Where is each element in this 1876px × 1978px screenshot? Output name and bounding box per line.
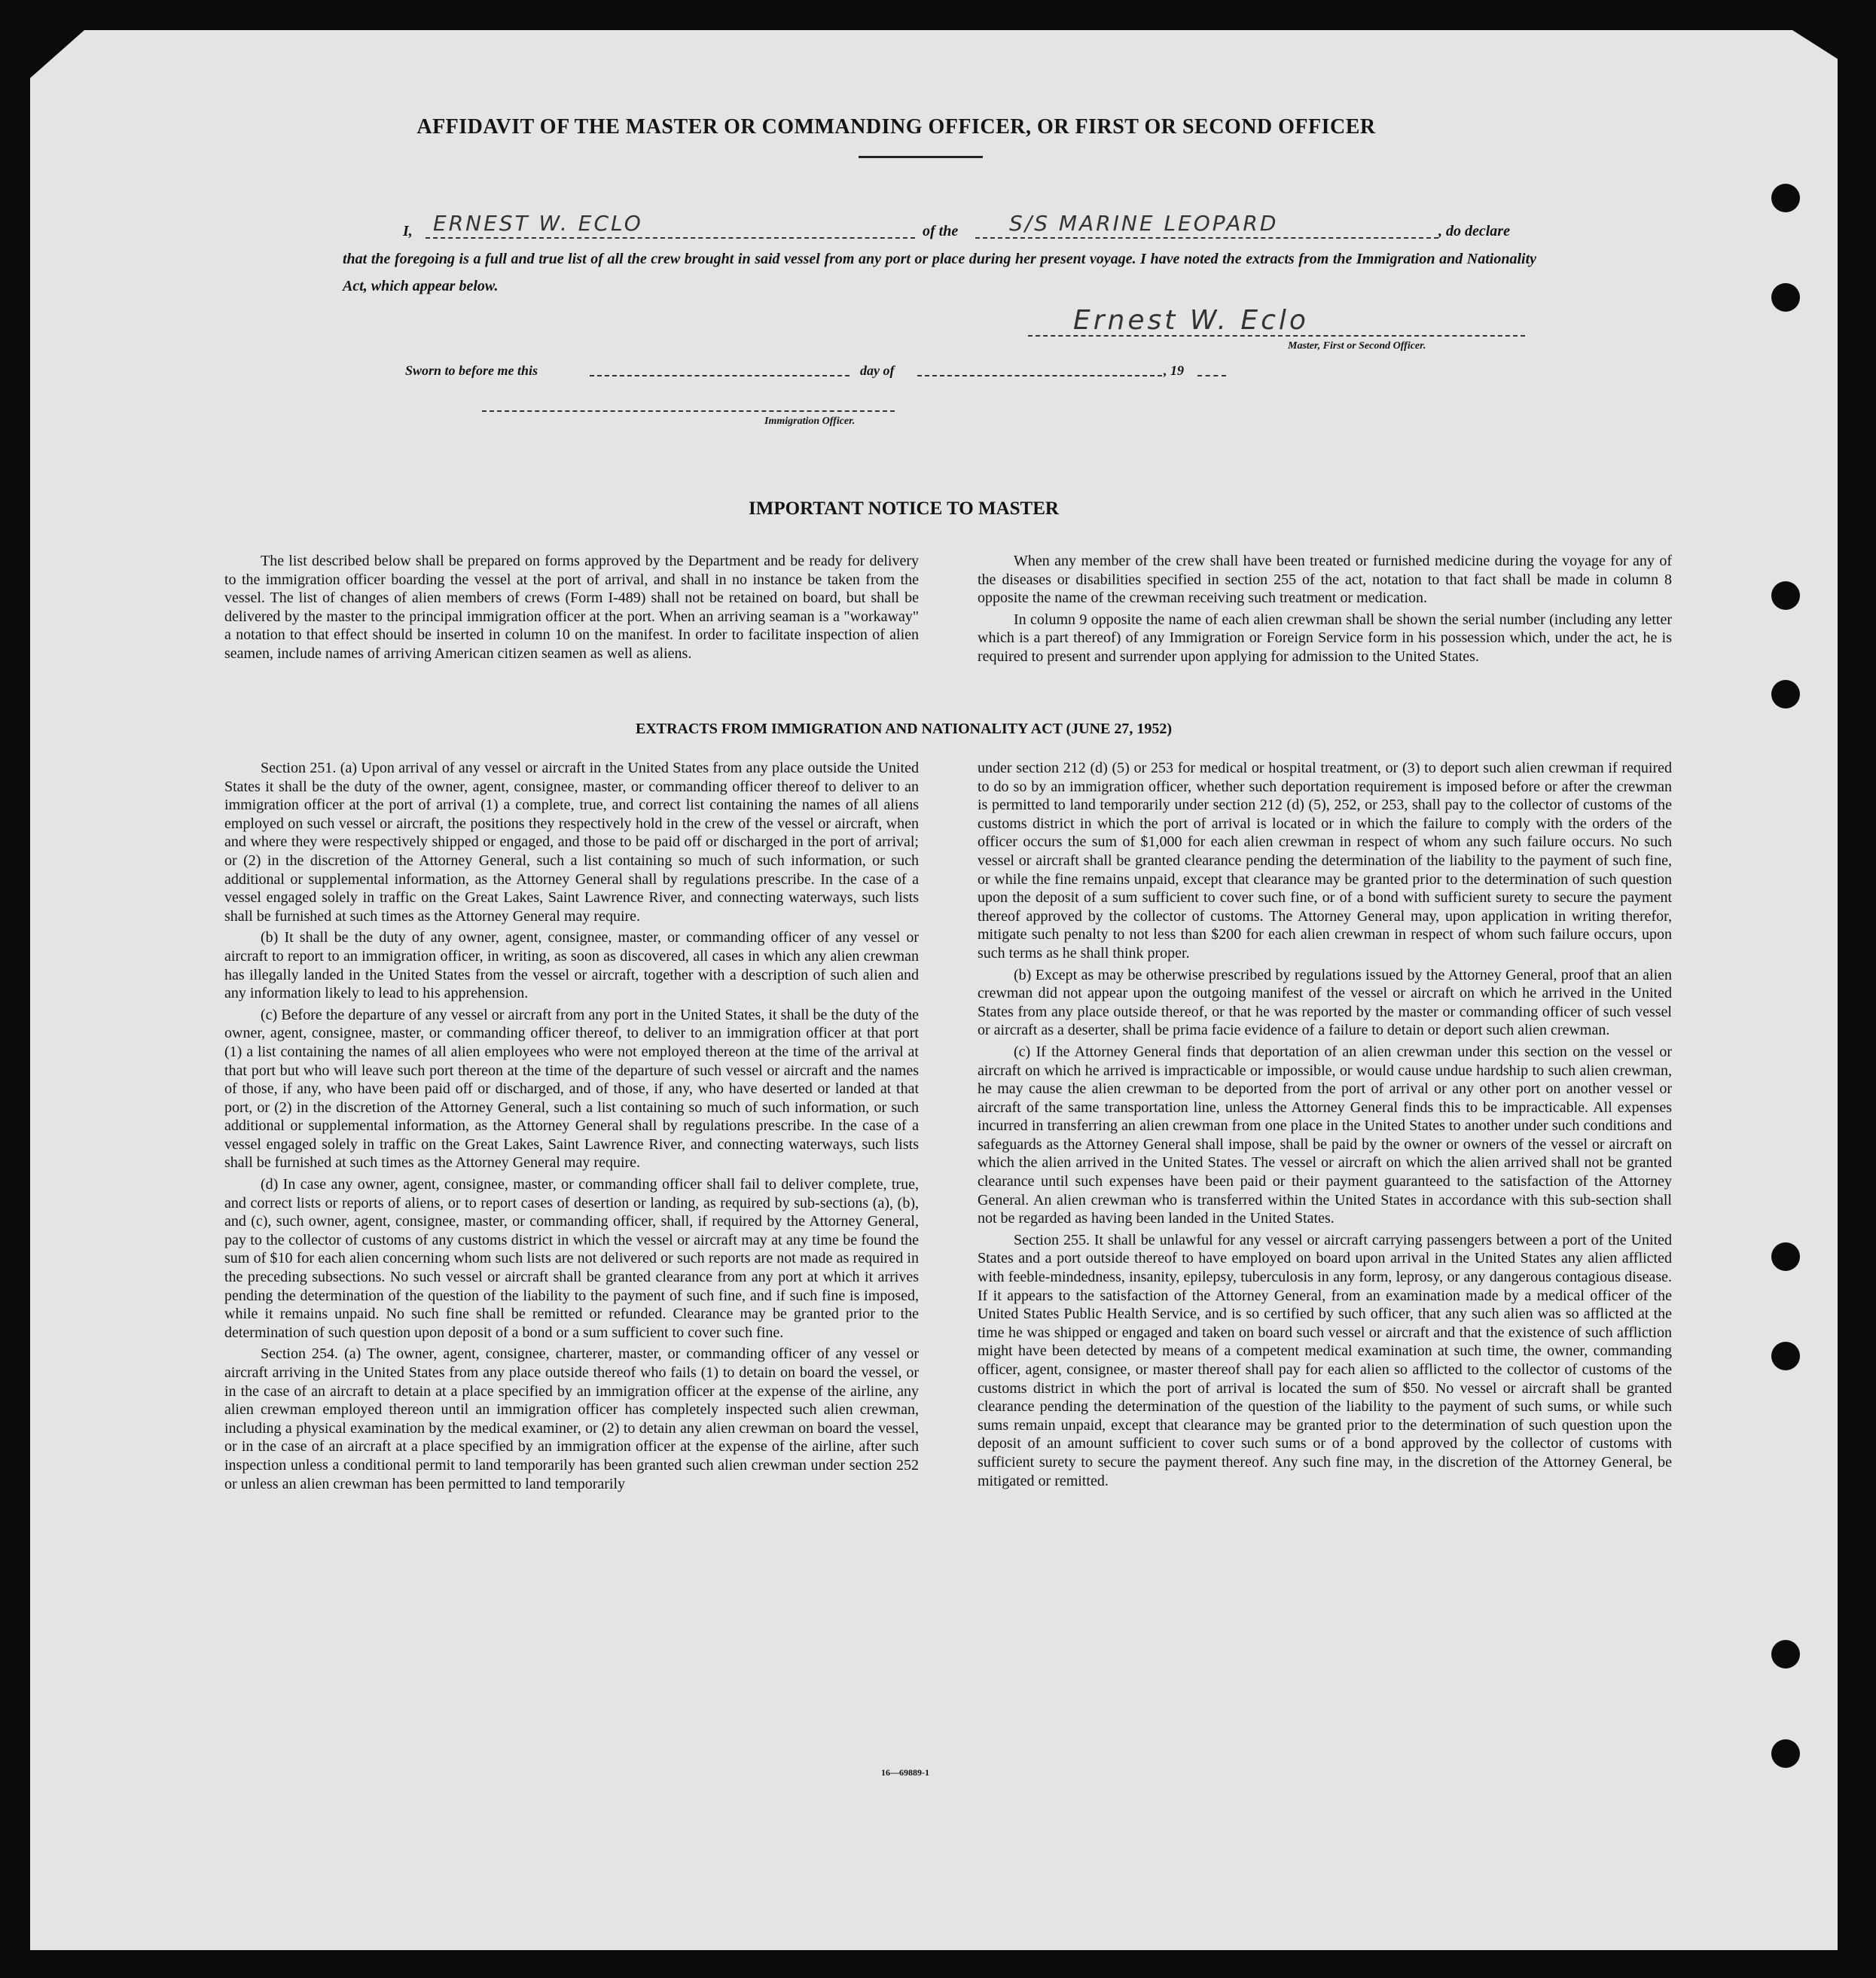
act-paragraph: Section 255. It shall be unlawful for any vessel or aircraft carrying passengers between a port of the United States and a port outside thereof to have employed on board upon arrival in the United States any alien afflicted with feeble-mindedness, insanity, epilepsy, tuberculosis in any form, leprosy, or any dangerous contagious disease. If it appears to the satisfaction of the Attorney General, from an examination made by a medical officer of the United States Public Health Service, and is so certified by such officer, that any such alien was so afflicted at the time he was shipped or engaged and taken on board such vessel or aircraft and that the existence of such affliction might have been detected by means of a competent medical examination at such time, the owner, commanding officer, agent, consignee, or master thereof shall pay for each alien so afflicted to the collector of customs of the customs district in which the port of arrival is located the sum of $50. No vessel or aircraft shall be granted clearance pending the determination of the question of the liability to the payment of such sums, or while such sums remain unpaid, except that clearance may be granted prior to the determination of such question upon the deposit of an amount sufficient to cover such sums or of a bond approved by the collector of customs with sufficient surety to secure the payment thereof. Any such fine may, in the discretion of the Attorney General, be mitigated or remitted.: [978, 1231, 1672, 1489]
title-rule: [859, 156, 983, 158]
notice-paragraph: The list described below shall be prepared on forms approved by the Department and be ready for delivery to the immigration officer boarding the vessel at the port of arrival, and shall in no instance be taken from the vessel. The list of changes of alien members of crews (Form I-489) shall not be retained on board, but shall be delivered by the master to the principal immigration officer at the port. When an arriving seaman is a "workaway" a notation to that effect should be inserted in column 10 on the manifest. In order to facilitate inspection of alien seamen, include names of arriving American citizen seamen as well as aliens.: [224, 553, 919, 662]
act-paragraph: (b) Except as may be otherwise prescribed by regulations issued by the Attorney General, proof that an alien crewman did not appear upon the outgoing manifest of the vessel or aircraft on which he arrived in the United States from any place outside thereof, or that he was reported by the master or commanding officer of such vessel or aircraft as a deserter, shall be prima facie evidence of a failure to detain or deport such alien crewman.: [978, 966, 1672, 1039]
of-the-label: of the: [923, 223, 959, 239]
punch-hole: [1771, 1342, 1800, 1370]
signature-caption: Master, First or Second Officer.: [1288, 340, 1426, 352]
signature: Ernest W. Eclo: [1073, 305, 1309, 336]
punch-hole: [1771, 680, 1800, 709]
immigration-officer-line[interactable]: [482, 395, 895, 412]
month-line[interactable]: [917, 360, 1162, 376]
punch-hole: [1771, 1739, 1800, 1768]
extracts-heading: EXTRACTS FROM IMMIGRATION AND NATIONALITY ACT (JUNE 27, 1952): [635, 721, 1173, 737]
punch-hole: [1771, 1242, 1800, 1271]
declaration-text: that the foregoing is a full and true list of all the crew brought in said vessel from any port or place during her present voyage. I have noted the extracts from the Immigration and Nationality Act, which appear below.: [343, 251, 1536, 294]
declarant-name: ERNEST W. ECLO: [433, 211, 643, 236]
notice-paragraph: When any member of the crew shall have been treated or furnished medicine during the voyage for any of the diseases or disabilities specified in section 255 of the act, notation to that fact shall be made in column 8 opposite the name of the crewman receiving such treatment or medication.: [978, 553, 1672, 607]
act-paragraph: Section 254. (a) The owner, agent, consignee, charterer, master, or commanding officer of any vessel or aircraft arriving in the United States from any place outside thereof who fails (1) to detain on board the vessel, or in the case of an aircraft to detain at a place specified by an immigration officer at the expense of the airline, any alien crewman employed thereon until an immigration officer has completely inspected such alien crewman, including a physical examination by the medical examiner, or (2) to detain any alien crewman on board the vessel, or in the case of an aircraft at a place specified by an immigration officer at the expense of the airline, after such inspection unless a conditional permit to land temporarily has been granted such alien crewman under section 252 or unless an alien crewman has been permitted to land temporarily: [224, 1346, 919, 1492]
punch-hole: [1771, 1640, 1800, 1669]
act-paragraph: (c) Before the departure of any vessel or aircraft from any port in the United States, it shall be the duty of the owner, agent, consignee, master, or commanding officer thereof, to deliver to an immigration officer at that port (1) a list containing the names of all alien employees who were not employed thereon at the time of the arrival at that port but who will leave such port thereon at the time of the departure of such vessel or aircraft and the names of those, if any, who have been paid off or discharged, and of those, if any, who have deserted or landed at that port, or (2) in the discretion of the Attorney General, such a list containing so much of such information, or such additional or supplemental information, as the Attorney General shall by regulations prescribe. In the case of a vessel engaged solely in traffic on the Great Lakes, Saint Lawrence River, and connecting waterways, such lists shall be furnished at such times as the Attorney General may require.: [224, 1006, 919, 1172]
vessel-name: S/S MARINE LEOPARD: [1009, 211, 1279, 236]
act-paragraph: under section 212 (d) (5) or 253 for medical or hospital treatment, or (3) to deport such alien crewman if required to do so by an immigration officer, whether such deportation requirement is imposed before or after the crewman is permitted to land temporarily under section 212 (d) (5), 252, or 253, shall pay to the collector of customs of the customs district in which the port of arrival is located or in which the failure to comply with the orders of the officer occurs the sum of $1,000 for each alien crewman in respect of whom any such failure occurs. No such vessel or aircraft shall be granted clearance pending the determination of the liability to the payment of such fine, or while the fine remains unpaid, except that clearance may be granted prior to the determination of such question upon the deposit of a sum sufficient to cover such fine, or of a bond with sufficient surety to secure the payment thereof approved by the collector of customs. The Attorney General may, upon application in writing therefor, mitigate such penalty to not less than $200 for each alien crewman in respect of whom such failure occurs, upon such terms as he shall think proper.: [978, 760, 1672, 962]
extracts-left-column: [224, 759, 919, 1496]
sworn-label: Sworn to before me this: [405, 363, 538, 378]
notice-right-column: [978, 552, 1672, 669]
act-paragraph: (b) It shall be the duty of any owner, agent, consignee, master, or commanding officer of any vessel or aircraft to report to an immigration officer, in writing, as soon as discovered, all cases in which any alien crewman has illegally landed in the United States from the vessel or aircraft, together with a description of such alien and any information likely to lead to his apprehension.: [224, 929, 919, 1002]
notice-heading: IMPORTANT NOTICE TO MASTER: [749, 498, 1059, 519]
notice-left-column: [224, 552, 919, 666]
sworn-date-line[interactable]: [590, 360, 850, 376]
form-code: 16—69889-1: [881, 1767, 929, 1778]
day-of-label: day of: [860, 363, 895, 378]
officer-caption: Immigration Officer.: [764, 416, 856, 427]
act-paragraph: (c) If the Attorney General finds that deportation of an alien crewman under this section on the vessel or aircraft on which he arrived is impracticable or impossible, or would cause undue hardship to such alien crewman, he may cause the alien crewman to be deported from the port of arrival or any other port on another vessel or aircraft of the same transportation line, unless the Attorney General finds this to be impracticable. All expenses incurred in transferring an alien crewman from one place in the United States to another under such conditions and safeguards as the Attorney General shall impose, shall be paid by the owner or owners of the vessel or aircraft on which the alien arrived in the United States. The vessel or aircraft on which the alien arrived shall not be granted clearance until such expenses have been paid or their payment guaranteed to the satisfaction of the Attorney General. An alien crewman who is transferred within the United States in accordance with this sub-section shall not be regarded as having been landed in the United States.: [978, 1043, 1672, 1227]
year-label: , 19: [1164, 363, 1184, 378]
notice-paragraph: In column 9 opposite the name of each alien crewman shall be shown the serial number (including any letter which is a part thereof) of any Immigration or Foreign Service form in his possession which, under the act, he is required to present and surrender upon applying for admission to the United States.: [978, 611, 1672, 665]
punch-hole: [1771, 184, 1800, 212]
year-line[interactable]: [1197, 360, 1226, 376]
affidavit-title: AFFIDAVIT OF THE MASTER OR COMMANDING OFFICER, OR FIRST OR SECOND OFFICER: [416, 115, 1376, 139]
extracts-right-column: [978, 759, 1672, 1493]
punch-hole: [1771, 283, 1800, 312]
punch-hole: [1771, 581, 1800, 610]
act-paragraph: Section 251. (a) Upon arrival of any vessel or aircraft in the United States from any place outside the United States it shall be the duty of the owner, agent, consignee, master, or commanding officer thereof to deliver to an immigration officer at the port of arrival (1) a complete, true, and correct list containing the names of all aliens employed on such vessel or aircraft, the positions they respectively hold in the crew of the vessel or aircraft, when and where they were respectively shipped or engaged, and those to be paid off or discharged in the port of arrival; or (2) in the discretion of the Attorney General, such a list containing so much of such information, or such additional or supplemental information, as the Attorney General shall by regulations prescribe. In the case of a vessel engaged solely in traffic on the Great Lakes, Saint Lawrence River, and connecting waterways, such lists shall be furnished at such times as the Attorney General may require.: [224, 760, 919, 925]
act-paragraph: (d) In case any owner, agent, consignee, master, or commanding officer shall fail to deliver complete, true, and correct lists or reports of aliens, or to report cases of desertion or landing, as required by sub-sections (a), (b), and (c), such owner, agent, consignee, master, or commanding officer, shall, if required by the Attorney General, pay to the collector of customs of any customs district in which the vessel or aircraft may at any time be found the sum of $10 for each alien concerning whom such lists are not delivered or such reports are not made as required in the preceding subsections. No such vessel or aircraft shall be granted clearance from any port at which it arrives pending the determination of the question of the liability to the payment of such fine, and if such fine is imposed, while it remains unpaid. No such fine shall be remitted or refunded. Clearance may be granted prior to the determination of such question upon deposit of a bond or a sum sufficient to cover such fine.: [224, 1176, 919, 1341]
do-declare-label: , do declare: [1438, 223, 1510, 239]
i-label: I,: [403, 223, 413, 239]
